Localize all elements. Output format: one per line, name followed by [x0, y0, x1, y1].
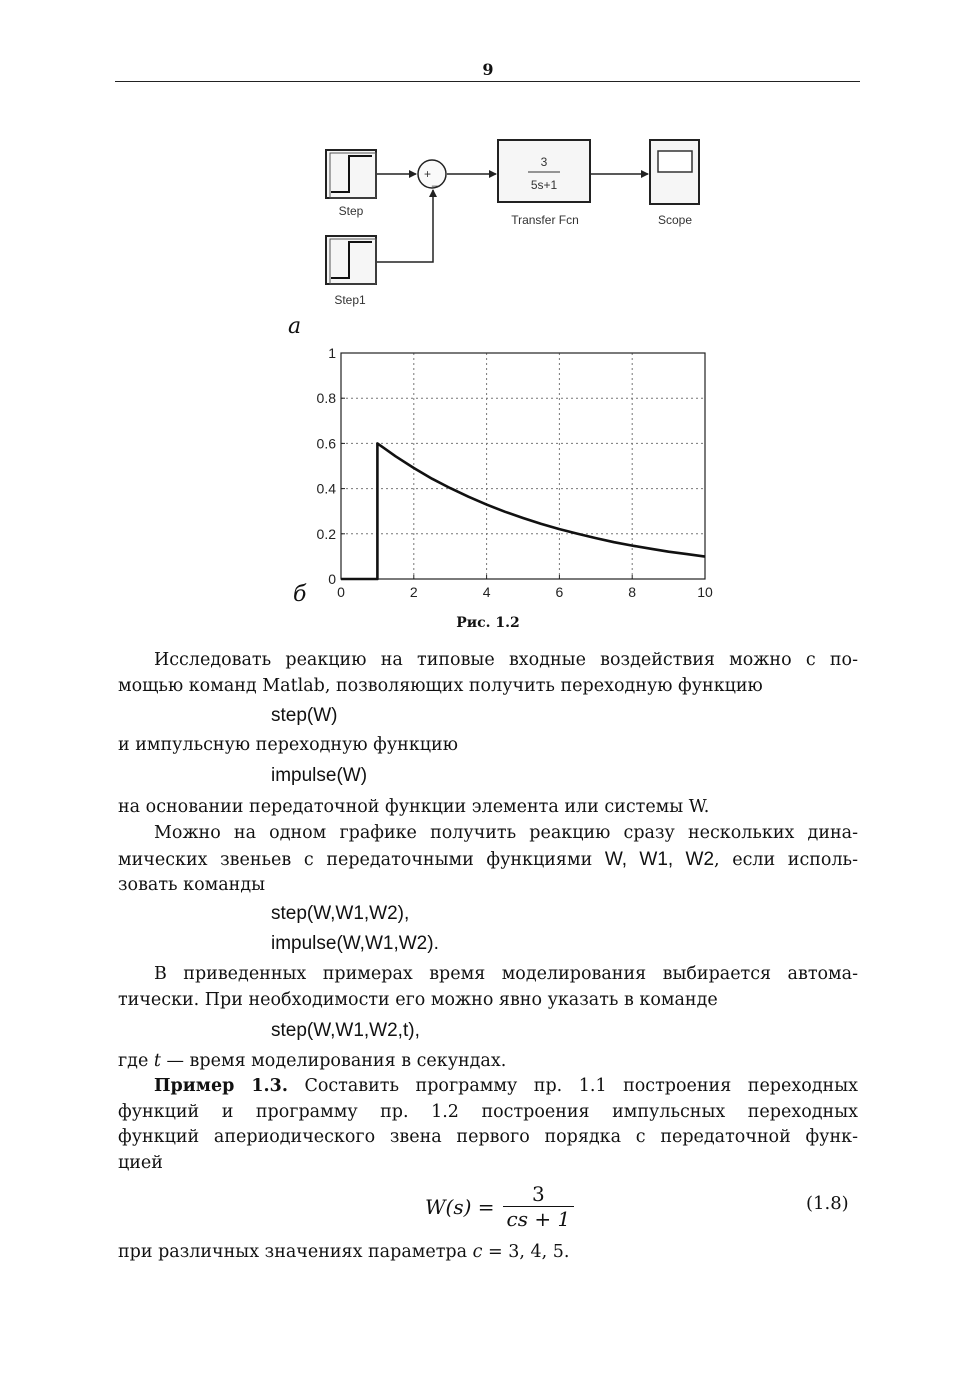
- code-impulse-multi: impulse(W,W1,W2).: [271, 933, 439, 954]
- paragraph-2: и импульсную переходную функцию: [118, 735, 458, 755]
- y-tick-label: 0.4: [316, 480, 336, 497]
- paragraph-4: [118, 821, 858, 899]
- paragraph-5-line-2: тически. При необходимости его можно явно указать в команде: [118, 989, 718, 1010]
- paragraph-4-line-2: [118, 847, 858, 874]
- paragraph-3: на основании передаточной функции элемента или системы W.: [118, 797, 710, 817]
- step1-label: Step1: [334, 293, 366, 307]
- equation-denominator: cs + 1: [503, 1206, 575, 1231]
- scope-block[interactable]: [650, 140, 699, 204]
- example-line-1-text: Составить программу пр. 1.1 построения переходных: [287, 1076, 859, 1096]
- paragraph-5-line-1: В приведенных примерах время моделирования выбирается автома-: [154, 964, 858, 984]
- code-impulse: impulse(W): [271, 765, 368, 786]
- response-chart: [0, 330, 976, 612]
- example-heading: Пример 1.3.: [154, 1076, 288, 1096]
- subfigure-label-a: a: [288, 314, 302, 339]
- paragraph-1-line-1: Исследовать реакцию на типовые входные воздействия можно с по-: [154, 650, 858, 670]
- paragraph-4-line-2-text-a: мических звеньев с передаточными функциями: [118, 849, 605, 870]
- equation: [425, 1182, 574, 1231]
- y-tick-label: 1: [328, 345, 336, 361]
- variable-c: c: [472, 1242, 483, 1262]
- step1-block[interactable]: [326, 236, 376, 284]
- paragraph-6-text-a: где: [118, 1051, 154, 1071]
- y-tick-label: 0.6: [316, 435, 336, 452]
- page-number: 9: [482, 60, 494, 79]
- code-step-multi: step(W,W1,W2),: [271, 903, 410, 924]
- y-tick-label: 0: [328, 571, 336, 587]
- y-tick-label: 0.2: [316, 525, 336, 542]
- equation-number: (1.8): [806, 1193, 849, 1214]
- chart-frame: [341, 353, 705, 579]
- block-diagram: [0, 0, 976, 330]
- code-step: step(W): [271, 705, 338, 726]
- paragraph-7: [118, 1240, 858, 1266]
- tf-label: Transfer Fcn: [511, 213, 579, 227]
- x-tick-label: 10: [697, 584, 713, 600]
- tf-numerator: 3: [540, 155, 548, 169]
- tf-denominator: 5s+1: [530, 178, 558, 192]
- transfer-fcn-block[interactable]: [498, 140, 590, 202]
- inline-code-functions: W, W1, W2: [604, 848, 715, 870]
- x-tick-label: 0: [337, 584, 345, 600]
- code-step-time: step(W,W1,W2,t),: [271, 1020, 420, 1041]
- scope-label: Scope: [657, 213, 693, 227]
- paragraph-1: [118, 648, 858, 699]
- variable-t: t: [153, 1051, 161, 1071]
- paragraph-7-text-b: = 3, 4, 5.: [482, 1242, 570, 1262]
- y-tick-label: 0.8: [316, 390, 336, 407]
- paragraph-4-line-2-text-b: , если исполь-: [714, 849, 859, 870]
- step-block[interactable]: [326, 150, 376, 198]
- paragraph-6: [118, 1049, 858, 1075]
- example-paragraph: [118, 1074, 858, 1176]
- x-tick-label: 2: [409, 584, 418, 600]
- example-line-1: [118, 1074, 858, 1100]
- paragraph-6-text-b: — время моделирования в секундах.: [160, 1051, 507, 1071]
- equation-fraction: [503, 1182, 575, 1231]
- x-tick-label: 6: [555, 584, 564, 600]
- equation-lhs: W(s) =: [425, 1194, 495, 1219]
- chart-tick-labels: [317, 345, 713, 600]
- paragraph-5: [118, 962, 858, 1013]
- example-line-4: цией: [118, 1152, 163, 1173]
- x-tick-label: 8: [628, 584, 637, 600]
- example-line-3: функций апериодического звена первого порядка с передаточной функ-: [118, 1127, 858, 1147]
- response-series-line: [341, 443, 705, 579]
- figure-caption: Рис. 1.2: [456, 615, 520, 631]
- paragraph-4-line-1: Можно на одном графике получить реакцию сразу нескольких дина-: [154, 823, 858, 843]
- sum-minus-sign: _: [432, 173, 439, 187]
- paragraph-7-text-a: при различных значениях параметра: [118, 1242, 473, 1262]
- sum-plus-sign: +: [424, 167, 432, 181]
- paragraph-4-line-3: зовать команды: [118, 875, 266, 895]
- chart-grid: [341, 353, 705, 579]
- paragraph-1-line-2: мощью команд Matlab, позволяющих получить переходную функцию: [118, 675, 763, 696]
- example-line-2: функций и программу пр. 1.2 построения импульсных переходных: [118, 1101, 858, 1122]
- step-label: Step: [338, 204, 364, 218]
- sum-block[interactable]: [418, 160, 446, 188]
- subfigure-label-b: б: [293, 582, 307, 607]
- equation-numerator: 3: [532, 1182, 545, 1206]
- x-tick-label: 4: [482, 584, 491, 600]
